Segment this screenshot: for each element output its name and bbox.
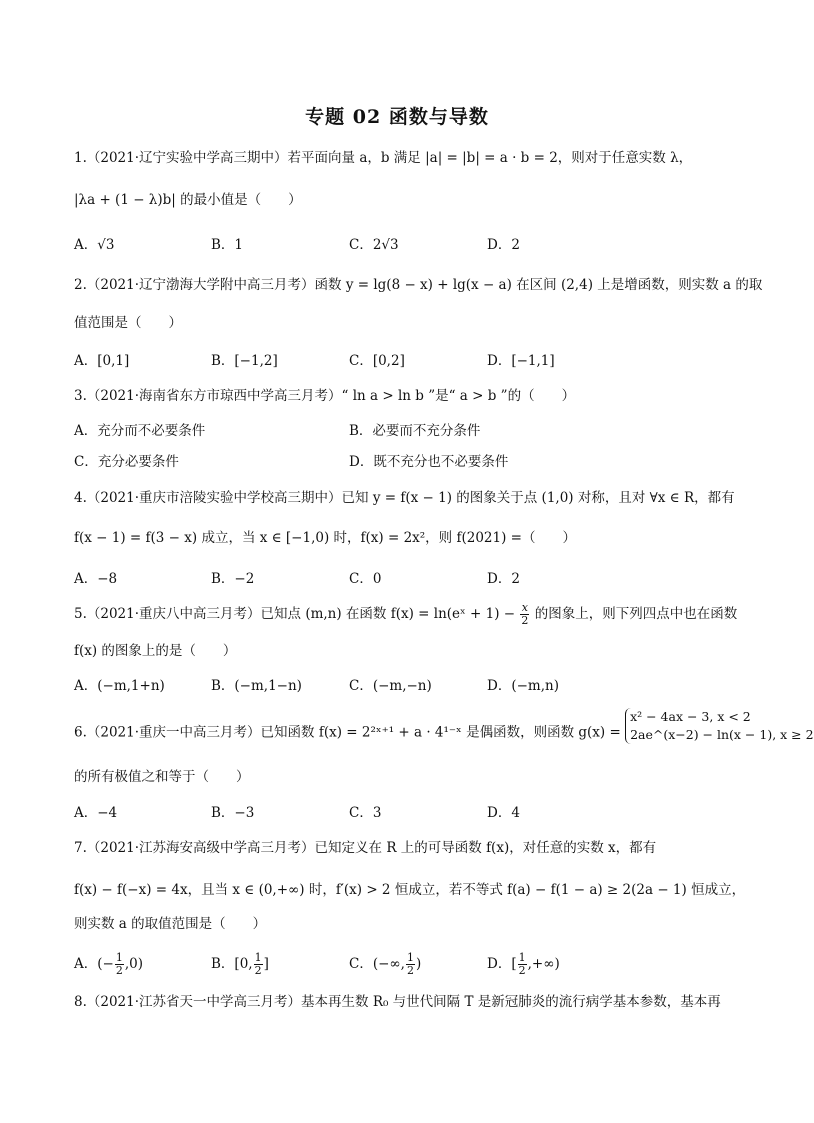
- q7-option-d-left: [: [511, 956, 517, 972]
- q4-option-d: D．2: [487, 571, 520, 587]
- q1-line1: 1.（2021·辽宁实验中学高三期中）若平面向量 a，b 满足 |a| = |b| = a · b = 2，则对于任意实数 λ，: [74, 150, 693, 166]
- q7-option-b-fraction: [254, 952, 263, 977]
- q4-options: [74, 567, 724, 587]
- q2-line1: 2.（2021·辽宁渤海大学附中高三月考）函数 y = lg(8 − x) + lg(x − a) 在区间 (2,4) 上是增函数，则实数 a 的取: [74, 277, 763, 293]
- q7-option-c-num: 1: [406, 951, 414, 964]
- q7-option-c-right: ): [415, 956, 422, 972]
- q6-piecewise: [625, 708, 814, 744]
- q2-line2: 值范围是（ ）: [74, 315, 182, 331]
- q6-option-a: A．−4: [74, 805, 118, 821]
- q7-line2: f(x) − f(−x) = 4x，且当 x ∈ (0,+∞) 时，f′(x) > 2 恒成立，若不等式 f(a) − f(1 − a) ≥ 2(2a − 1) 恒成立，: [74, 882, 746, 898]
- q7-option-a-fraction: [115, 952, 124, 977]
- q7-line1: 7.（2021·江苏海安高级中学高三月考）已知定义在 R 上的可导函数 f(x)，对任意的实数 x，都有: [74, 840, 657, 856]
- q8-line1: 8.（2021·江苏省天一中学高三月考）基本再生数 R₀ 与世代间隔 T 是新冠肺炎的流行病学基本参数，基本再: [74, 994, 721, 1010]
- q5-line1-end: 的图象上，则下列四点中也在函数: [534, 606, 738, 622]
- q4-option-a: A．−8: [74, 571, 118, 587]
- q7-option-d-label: D．: [487, 956, 512, 972]
- q7-option-d: [487, 952, 560, 977]
- q5-options: [74, 674, 724, 694]
- q7-option-a: [74, 952, 143, 977]
- q4-line1: 4.（2021·重庆市涪陵实验中学校高三期中）已知 y = f(x − 1) 的图象关于点 (1,0) 对称，且对 ∀x ∈ R，都有: [74, 490, 735, 506]
- page-title: 专题 02 函数与导数: [305, 106, 489, 128]
- q6-option-c: C．3: [349, 805, 382, 821]
- q7-option-c: [349, 952, 421, 977]
- q7-option-d-den: 2: [518, 964, 526, 977]
- q6-line1-text: 6.（2021·重庆一中高三月考）已知函数 f(x) = 2²ˣ⁺¹ + a · 4¹⁻ˣ 是偶函数，则函数 g(x) =: [74, 724, 621, 741]
- q5-fraction-denominator: 2: [521, 614, 529, 627]
- q5-line1: [74, 601, 738, 627]
- q7-option-a-right: ,0): [124, 956, 143, 972]
- q5-fraction-numerator: x: [521, 601, 529, 614]
- q2-option-b: B．[−1,2]: [211, 353, 278, 369]
- q7-option-a-left: (−: [97, 956, 114, 972]
- q6-line1: [74, 709, 814, 744]
- q2-options: [74, 349, 724, 369]
- q7-option-c-fraction: [406, 952, 415, 977]
- q6-options: [74, 801, 724, 821]
- q1-option-d: D．2: [487, 237, 520, 253]
- q7-option-c-left: (−∞,: [372, 956, 405, 972]
- q7-option-b-den: 2: [254, 964, 262, 977]
- q7-option-d-right: ,+∞): [527, 956, 560, 972]
- q3-option-a: A．充分而不必要条件: [74, 423, 206, 439]
- q6-option-d: D．4: [487, 805, 520, 821]
- q1-option-c: C．2√3: [349, 237, 399, 253]
- q2-option-d: D．[−1,1]: [487, 353, 555, 369]
- q3-option-b: B．必要而不充分条件: [349, 423, 481, 439]
- q7-line3: 则实数 a 的取值范围是（ ）: [74, 916, 267, 932]
- q5-option-a: A．(−m,1+n): [74, 678, 165, 694]
- q6-option-b: B．−3: [211, 805, 255, 821]
- q5-line2: f(x) 的图象上的是（ ）: [74, 643, 237, 659]
- q7-option-d-fraction: [518, 952, 527, 977]
- q7-options: [74, 951, 724, 977]
- q7-option-d-num: 1: [518, 951, 526, 964]
- q3-option-c: C．充分必要条件: [74, 454, 179, 470]
- q1-options: [74, 233, 724, 253]
- q6-piece-2: 2ae^(x−2) − ln(x − 1), x ≥ 2: [630, 727, 814, 742]
- q7-option-c-den: 2: [406, 964, 414, 977]
- q6-line2: 的所有极值之和等于（ ）: [74, 769, 250, 785]
- q3-options-row1: [74, 419, 724, 439]
- q1-option-a: A．√3: [74, 237, 115, 253]
- q7-option-c-label: C．: [349, 956, 373, 972]
- q7-option-b-left: [0,: [234, 956, 253, 972]
- q5-fraction: [520, 602, 529, 627]
- q7-option-a-num: 1: [115, 951, 123, 964]
- q7-option-a-den: 2: [115, 964, 123, 977]
- q1-option-b: B．1: [211, 237, 244, 253]
- q7-option-b-right: ]: [263, 956, 269, 972]
- q3-line1: 3.（2021·海南省东方市琼西中学高三月考）“ ln a > ln b ”是“ a > b ”的（ ）: [74, 388, 576, 404]
- q4-option-c: C．0: [349, 571, 382, 587]
- q5-option-b: B．(−m,1−n): [211, 678, 302, 694]
- q5-option-d: D．(−m,n): [487, 678, 559, 694]
- q3-options-row2: [74, 450, 724, 470]
- q7-option-b-label: B．: [211, 956, 235, 972]
- q3-option-d: D．既不充分也不必要条件: [349, 454, 509, 470]
- q2-option-c: C．[0,2]: [349, 353, 405, 369]
- q2-option-a: A．[0,1]: [74, 353, 130, 369]
- q7-option-b: [211, 952, 269, 977]
- q5-line1-start: 5.（2021·重庆八中高三月考）已知点 (m,n) 在函数 f(x) = ln(eˣ + 1) −: [74, 606, 516, 622]
- q4-line2: f(x − 1) = f(3 − x) 成立，当 x ∈ [−1,0) 时，f(x) = 2x²，则 f(2021) =（ ）: [74, 530, 576, 546]
- q4-option-b: B．−2: [211, 571, 255, 587]
- q1-line2: |λa + (1 − λ)b| 的最小值是（ ）: [74, 192, 302, 208]
- q7-option-b-num: 1: [254, 951, 262, 964]
- q5-option-c: C．(−m,−n): [349, 678, 432, 694]
- q7-option-a-label: A．: [74, 956, 98, 972]
- q6-piece-1: x² − 4ax − 3, x < 2: [630, 709, 751, 724]
